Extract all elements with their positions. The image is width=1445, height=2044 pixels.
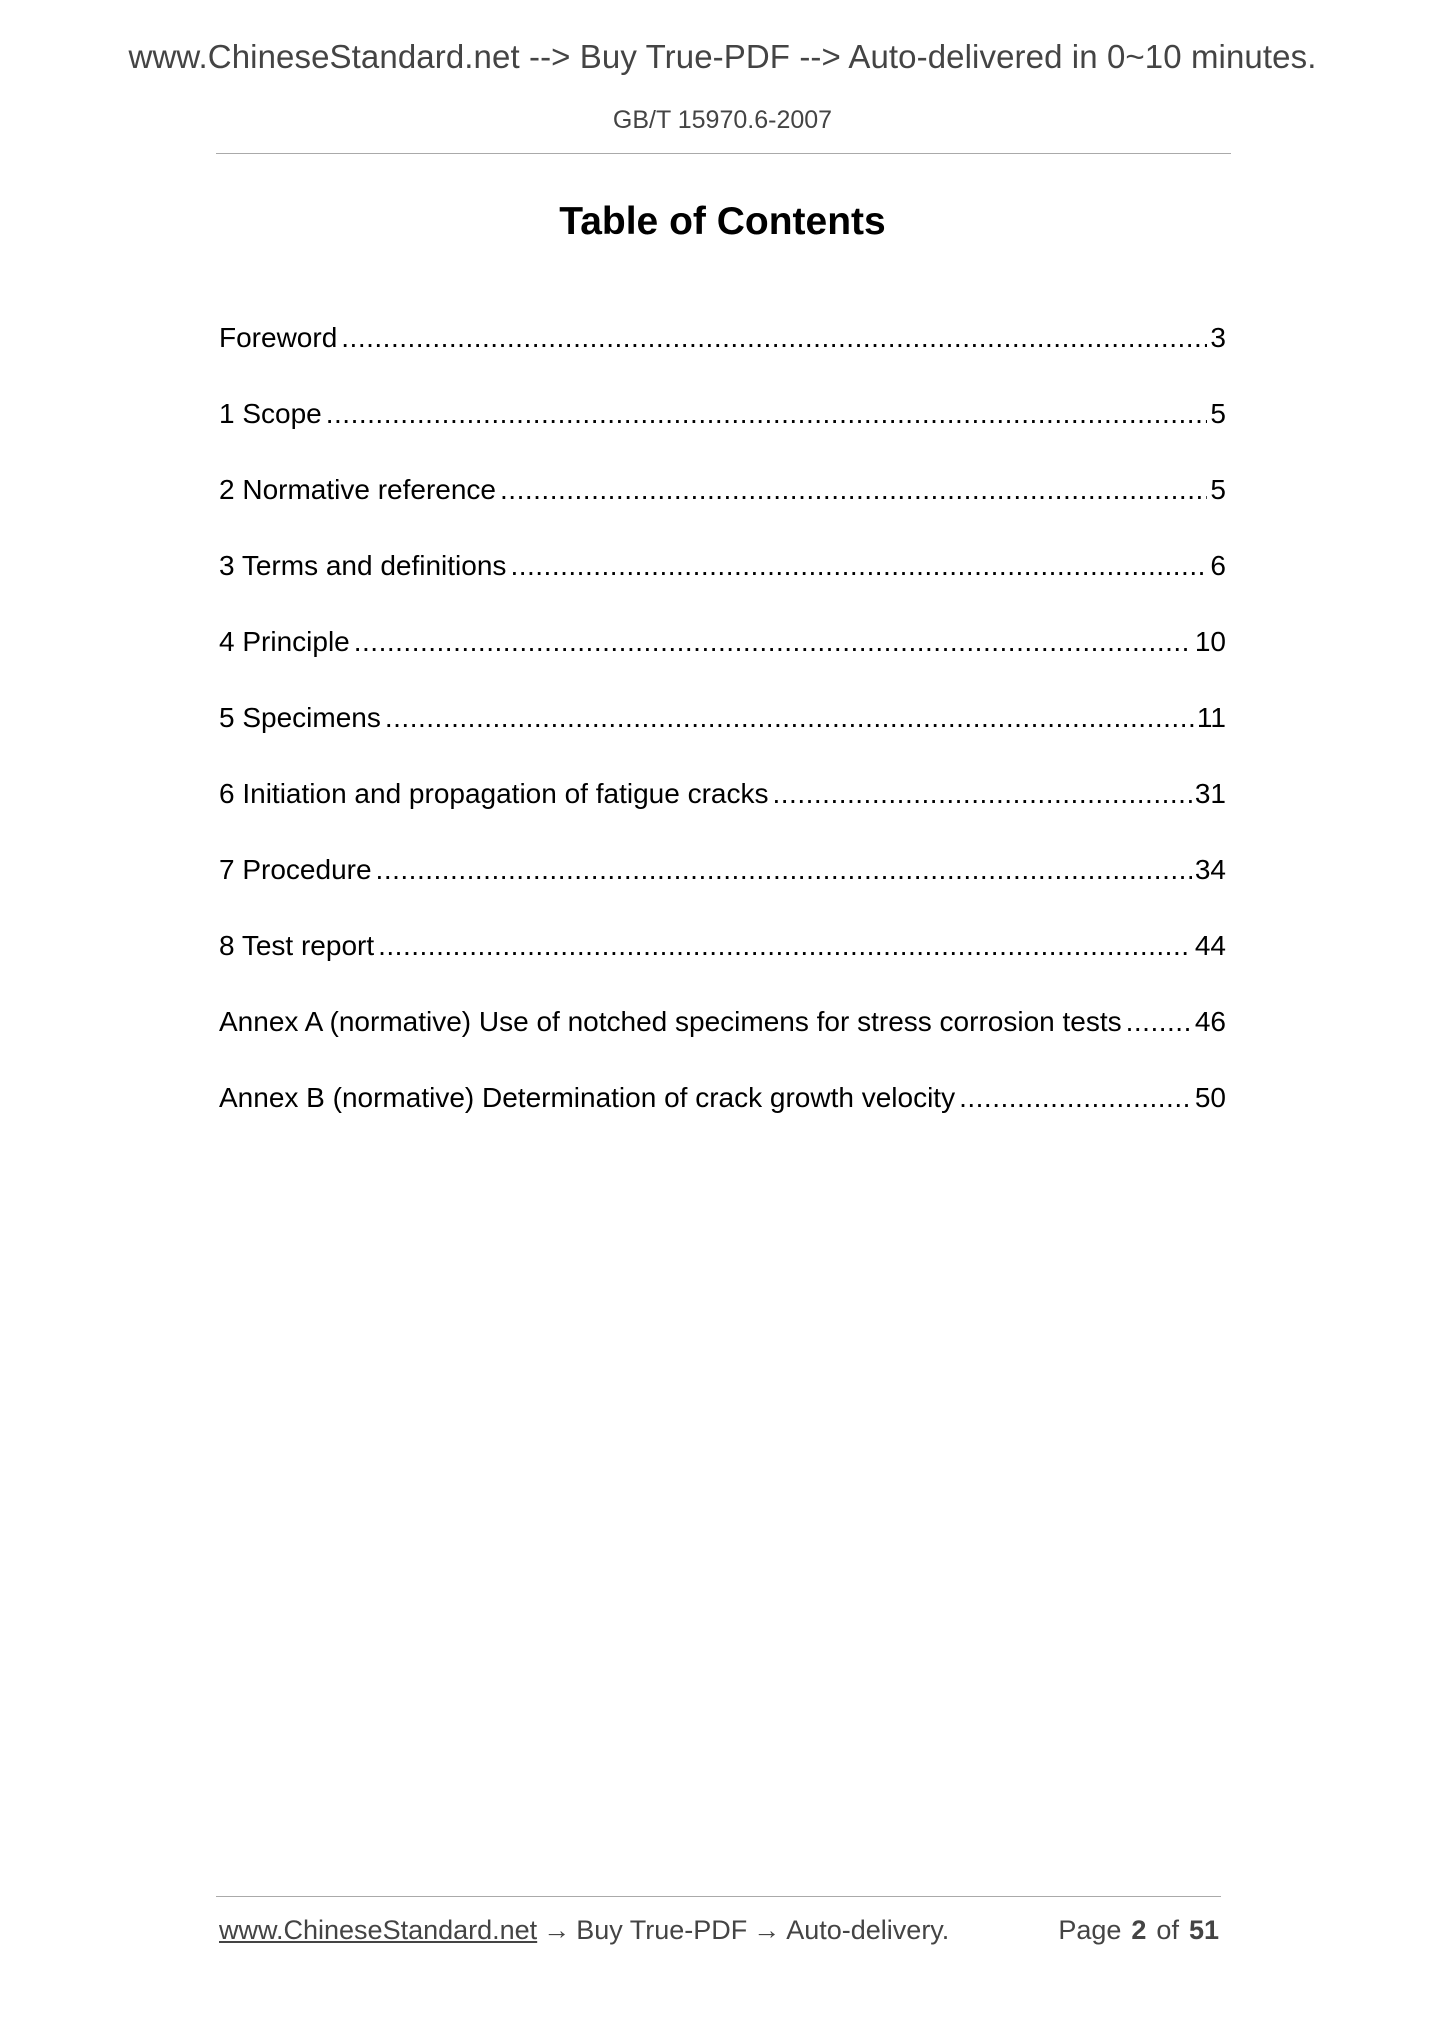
- arrow-right-icon: →: [753, 1915, 781, 1945]
- page-current: 2: [1131, 1915, 1147, 1945]
- toc-entry-label: 3 Terms and definitions: [219, 550, 507, 581]
- toc-entry-page: 46: [1194, 1006, 1226, 1037]
- page-footer: [219, 1915, 1221, 1955]
- footer-buy-text: Buy True-PDF: [576, 1915, 748, 1945]
- page-number: [1058, 1915, 1219, 1946]
- toc-dot-leader: [378, 926, 1192, 966]
- toc-entry-page: 5: [1210, 474, 1226, 505]
- toc-entry-page: 50: [1194, 1082, 1226, 1113]
- toc-list: [219, 318, 1226, 1154]
- toc-entry-label: 1 Scope: [219, 398, 322, 429]
- toc-entry-label: 6 Initiation and propagation of fatigue cracks: [219, 778, 769, 809]
- toc-dot-leader: [959, 1078, 1192, 1118]
- toc-entry-page: 3: [1210, 322, 1226, 353]
- toc-entry-label: 4 Principle: [219, 626, 350, 657]
- page-word: Page: [1058, 1915, 1122, 1945]
- toc-entry-fatigue-cracks[interactable]: [219, 774, 1226, 850]
- toc-entry-page: 6: [1210, 550, 1226, 581]
- toc-entry-label: Annex B (normative) Determination of crack growth velocity: [219, 1082, 956, 1113]
- arrow-right-icon: →: [543, 1915, 571, 1945]
- toc-entry-page: 34: [1194, 854, 1226, 885]
- toc-entry-label: Foreword: [219, 322, 338, 353]
- toc-entry-label: Annex A (normative) Use of notched specimens for stress corrosion tests: [219, 1006, 1122, 1037]
- toc-dot-leader: [510, 546, 1207, 586]
- toc-entry-page: 5: [1210, 398, 1226, 429]
- toc-entry-specimens[interactable]: [219, 698, 1226, 774]
- toc-entry-foreword[interactable]: [219, 318, 1226, 394]
- toc-entry-page: 31: [1194, 778, 1226, 809]
- footer-promo: [219, 1915, 949, 1946]
- toc-dot-leader: [500, 470, 1207, 510]
- toc-entry-label: 7 Procedure: [219, 854, 372, 885]
- toc-dot-leader: [354, 622, 1192, 662]
- toc-dot-leader: [772, 774, 1191, 814]
- toc-entry-label: 5 Specimens: [219, 702, 381, 733]
- of-word: of: [1156, 1915, 1179, 1945]
- toc-dot-leader: [1126, 1002, 1192, 1042]
- toc-entry-procedure[interactable]: [219, 850, 1226, 926]
- toc-dot-leader: [385, 698, 1194, 738]
- toc-entry-principle[interactable]: [219, 622, 1226, 698]
- toc-entry-scope[interactable]: [219, 394, 1226, 470]
- footer-site-link[interactable]: www.ChineseStandard.net: [219, 1915, 538, 1945]
- footer-divider: [216, 1896, 1221, 1897]
- toc-dot-leader: [326, 394, 1208, 434]
- page-total: 51: [1188, 1915, 1219, 1945]
- header-divider: [216, 153, 1231, 154]
- top-banner: www.ChineseStandard.net --> Buy True-PDF --> Auto-delivered in 0~10 minutes.: [128, 38, 1317, 75]
- toc-dot-leader: [341, 318, 1207, 358]
- footer-delivery-text: Auto-delivery.: [786, 1915, 950, 1945]
- toc-entry-label: 2 Normative reference: [219, 474, 497, 505]
- toc-entry-normative-reference[interactable]: [219, 470, 1226, 546]
- toc-entry-terms-and-definitions[interactable]: [219, 546, 1226, 622]
- document-code: GB/T 15970.6-2007: [612, 106, 833, 134]
- toc-entry-page: 10: [1194, 626, 1226, 657]
- toc-entry-page: 44: [1194, 930, 1226, 961]
- toc-dot-leader: [376, 850, 1192, 890]
- toc-entry-page: 11: [1196, 702, 1226, 733]
- toc-entry-annex-a[interactable]: [219, 1002, 1226, 1078]
- toc-entry-annex-b[interactable]: [219, 1078, 1226, 1154]
- toc-entry-test-report[interactable]: [219, 926, 1226, 1002]
- toc-title: Table of Contents: [559, 200, 886, 243]
- toc-entry-label: 8 Test report: [219, 930, 375, 961]
